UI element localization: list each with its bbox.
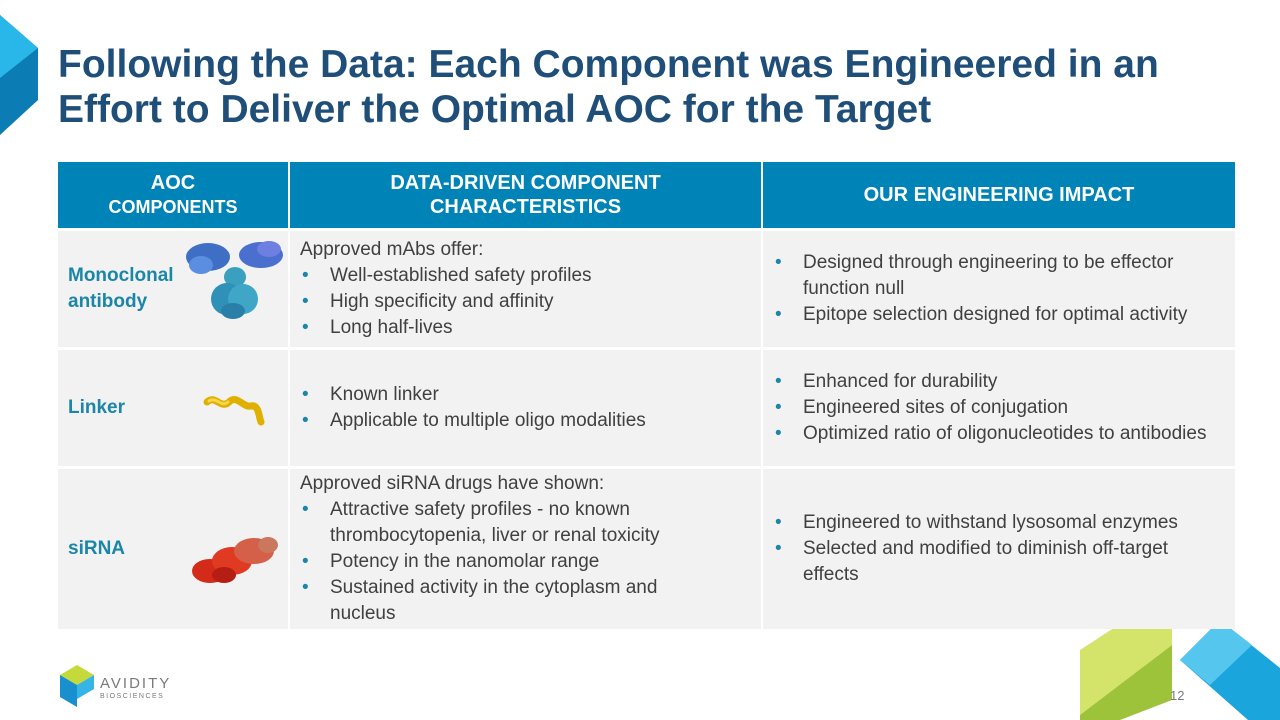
linker-molecule-image [203,390,265,428]
antibody-molecule-image [183,237,288,319]
header-engineering-impact: OUR ENGINEERING IMPACT [762,162,1235,230]
impact-cell [762,230,1235,349]
avidity-logo-icon [60,665,94,711]
component-cell [58,468,289,630]
aoc-components-table [58,162,1235,629]
characteristics-cell [289,349,762,468]
list-item: • Epitope selection designed for optimal activity [773,302,1225,328]
component-name: siRNA [68,538,126,559]
table-row [58,230,1235,349]
characteristics-intro: Approved siRNA drugs have shown: [300,473,605,494]
sirna-molecule-image [188,531,280,589]
corner-decoration-left [0,0,60,150]
logo-subtitle: BIOSCIENCES [100,692,165,700]
list-item: • Long half-lives [300,315,751,341]
list-item: • Enhanced for durability [773,369,1225,395]
list-item: • Sustained activity in the cytoplasm and nucleus [300,575,751,627]
component-cell [58,349,289,468]
slide-title [58,42,1268,132]
header-data-driven-characteristics: DATA-DRIVEN COMPONENT CHARACTERISTICS [289,162,762,230]
component-name: Monoclonal antibody [68,265,174,312]
page-number: 12 [1170,688,1185,703]
list-item: • Well-established safety profiles [300,263,751,289]
list-item: • Selected and modified to diminish off-target effects [773,536,1225,588]
impact-cell [762,349,1235,468]
slide-title-line-1: Following the Data: Each Component was Engineered in an [58,43,1159,86]
characteristics-cell [289,468,762,630]
table-header-row [58,162,1235,230]
list-item: • Attractive safety profiles - no known thrombocytopenia, liver or renal toxicity [300,497,751,549]
component-name: Linker [68,397,126,418]
list-item: • Engineered to withstand lysosomal enzymes [773,510,1225,536]
characteristics-cell [289,230,762,349]
logo-name: AVIDITY [100,674,172,692]
component-cell [58,230,289,349]
header-aoc-components: AOC COMPONENTS [58,162,289,230]
slide-title-line-2: Effort to Deliver the Optimal AOC for the Target [58,88,932,131]
list-item: • Designed through engineering to be effector function null [773,250,1225,302]
list-item: • Potency in the nanomolar range [300,549,751,575]
characteristics-intro: Approved mAbs offer: [300,239,484,260]
impact-cell [762,468,1235,630]
list-item: • Known linker [300,382,751,408]
table-row [58,468,1235,630]
list-item: • Applicable to multiple oligo modalities [300,408,751,434]
list-item: • Engineered sites of conjugation [773,395,1225,421]
list-item: • Optimized ratio of oligonucleotides to antibodies [773,421,1225,447]
avidity-logo [60,665,171,711]
list-item: • High specificity and affinity [300,289,751,315]
table-row [58,349,1235,468]
